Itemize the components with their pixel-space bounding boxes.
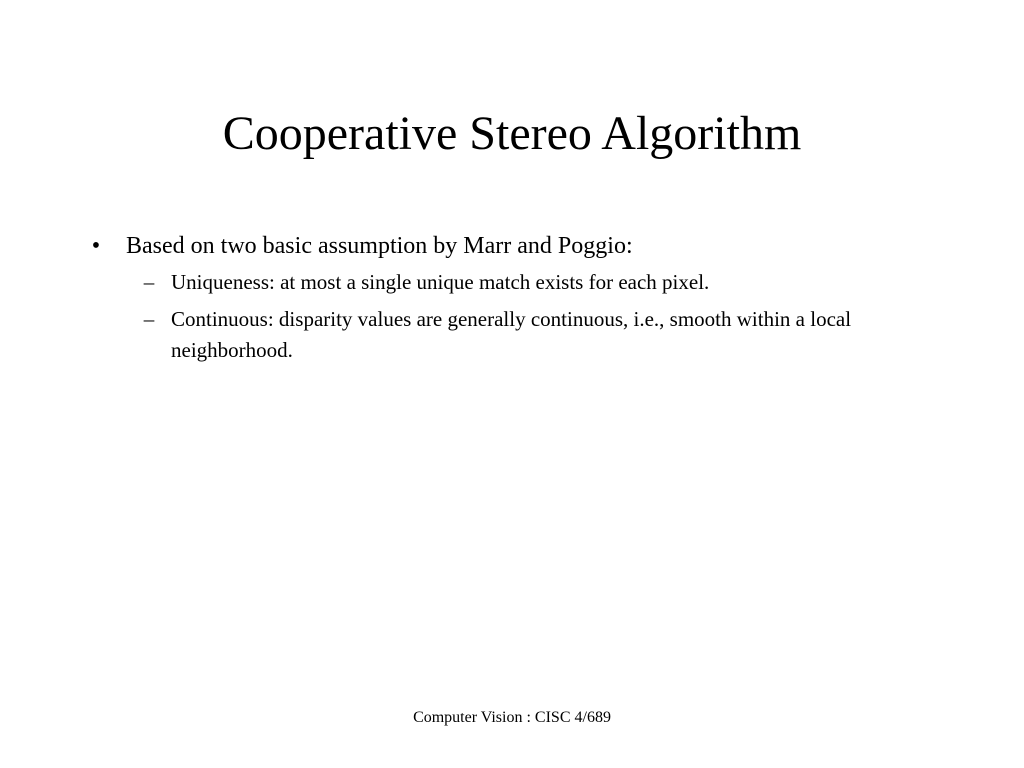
sub-bullet-item (143, 304, 891, 366)
bullet-marker: • (91, 233, 101, 259)
slide-footer: Computer Vision : CISC 4/689 (413, 709, 611, 726)
sub-bullet-text: Continuous: disparity values are generally continuous, i.e., smooth within a local neighborhood. (171, 307, 852, 362)
sub-bullet-marker: – (143, 270, 155, 294)
slide-title: Cooperative Stereo Algorithm (222, 107, 802, 160)
sub-bullet-text: Uniqueness: at most a single unique match exists for each pixel. (171, 270, 710, 294)
sub-bullet-marker: – (143, 307, 155, 331)
sub-bullet-item (143, 267, 891, 298)
bullet-item (91, 228, 966, 264)
bullet-text: Based on two basic assumption by Marr and Poggio: (126, 233, 633, 259)
slide-body (0, 228, 1024, 372)
